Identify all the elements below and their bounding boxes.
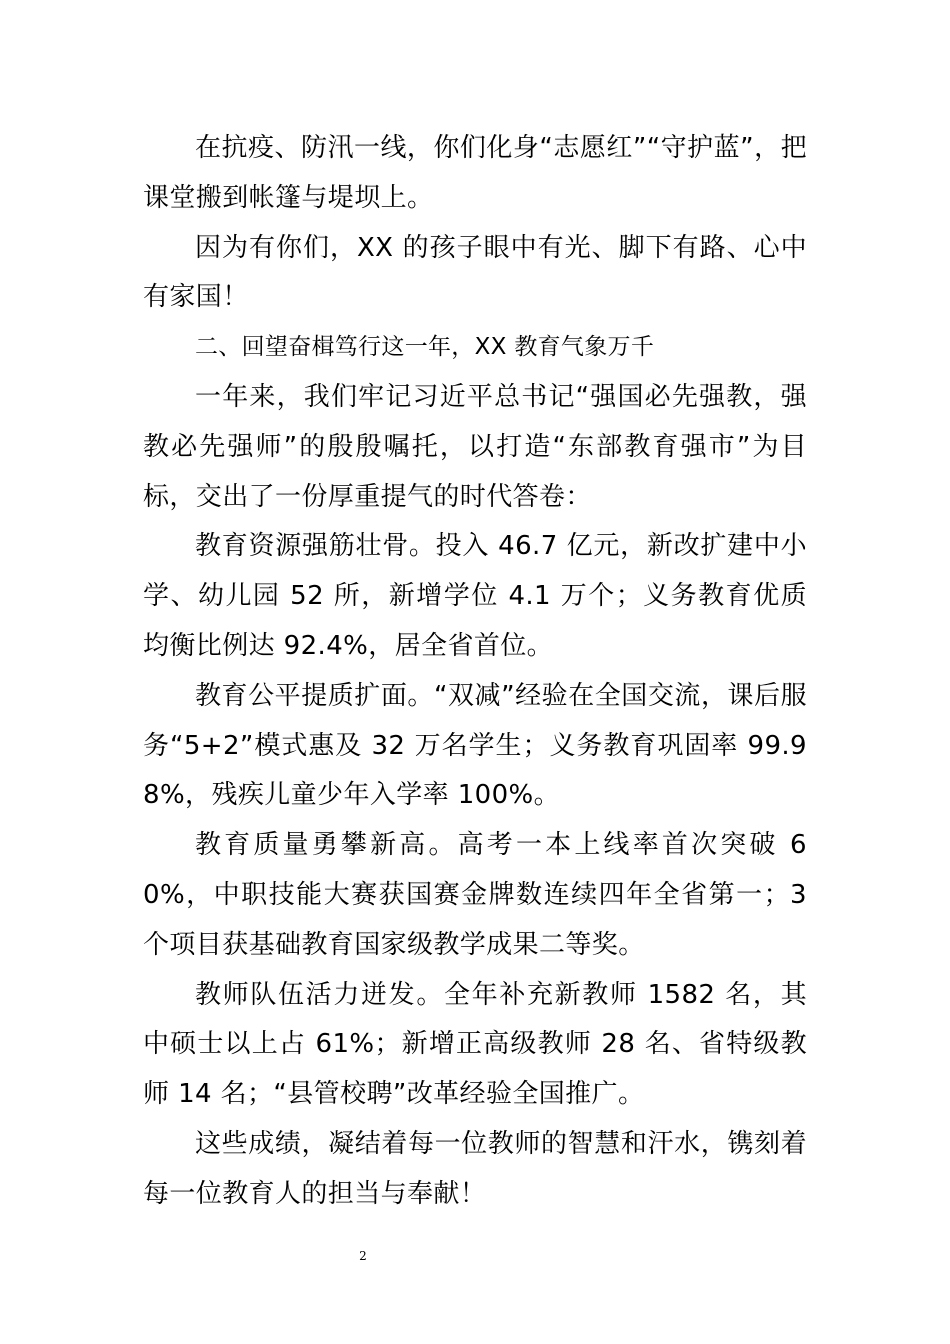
- paragraph-education-equity: 教育公平提质扩面。“双减”经验在全国交流，课后服务“5+2”模式惠及 32 万名学生；义务教育巩固率 99.98%，残疾儿童少年入学率 100%。: [143, 680, 807, 811]
- page-number: 2: [359, 1249, 367, 1263]
- document-body: [143, 124, 807, 1220]
- paragraph-volunteers: 在抗疫、防汛一线，你们化身“志愿红”“守护蓝”，把课堂搬到帐篷与堤坝上。: [143, 133, 807, 213]
- paragraph-education-resources: 教育资源强筋壮骨。投入 46.7 亿元，新改扩建中小学、幼儿园 52 所，新增学位 4.1 万个；义务教育优质均衡比例达 92.4%，居全省首位。: [143, 531, 807, 661]
- paragraph-year-review: 一年来，我们牢记习近平总书记“强国必先强教，强教必先强师”的殷殷嘱托，以打造“东部教育强市”为目标，交出了一份厚重提气的时代答卷：: [143, 381, 807, 512]
- paragraph-achievements: 这些成绩，凝结着每一位教师的智慧和汗水，镌刻着每一位教育人的担当与奉献！: [143, 1128, 807, 1209]
- paragraph-education-quality: 教育质量勇攀新高。高考一本上线率首次突破 60%，中职技能大赛获国赛金牌数连续四年全省第一；3 个项目获基础教育国家级教学成果二等奖。: [143, 830, 807, 960]
- paragraph-teacher-team: 教师队伍活力迸发。全年补充新教师 1582 名，其中硕士以上占 61%；新增正高级教师 28 名、省特级教师 14 名；“县管校聘”改革经验全国推广。: [143, 979, 807, 1110]
- section-heading: 二、回望奋楫笃行这一年，XX 教育气象万千: [195, 334, 655, 361]
- paragraph-children: 因为有你们，XX 的孩子眼中有光、脚下有路、心中有家国！: [143, 232, 807, 313]
